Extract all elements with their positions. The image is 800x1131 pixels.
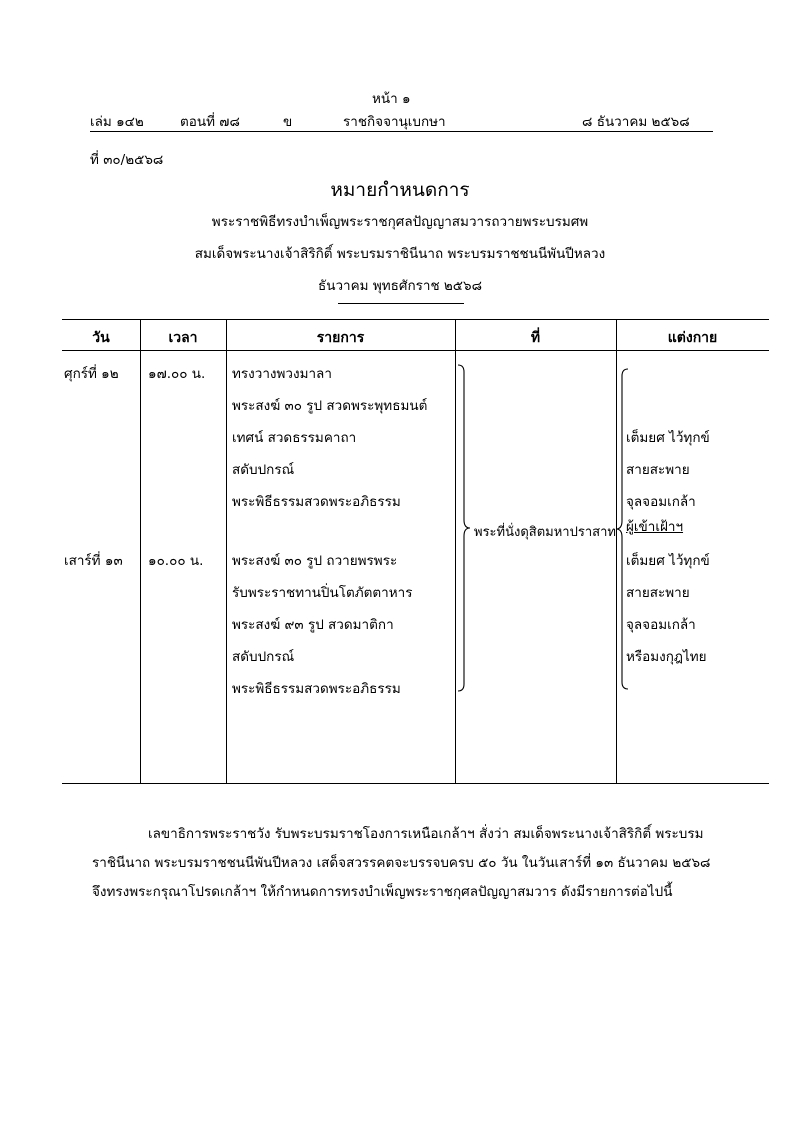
header-dress: แต่งกาย [667, 330, 718, 346]
dress-code: สายสะพาย [626, 462, 690, 478]
list-item: รับพระราชทานปิ่นโตภัตตาหาร [232, 585, 413, 601]
gazette-date: ๘ ธันวาคม ๒๕๖๘ [582, 114, 690, 130]
page-number: หน้า ๑ [372, 91, 411, 107]
table-top-border [62, 319, 769, 320]
gazette-volume: เล่ม ๑๔๒ [90, 114, 144, 130]
document-subtitle-3: ธันวาคม พุทธศักราช ๒๕๖๘ [317, 278, 483, 294]
list-item: ทรงวางพวงมาลา [232, 366, 332, 382]
dress-code: จุลจอมเกล้า [626, 617, 696, 633]
right-brace-icon [456, 364, 472, 692]
document-number: ที่ ๓๐/๒๕๖๘ [90, 152, 164, 168]
list-item: สดับปกรณ์ [232, 462, 295, 478]
header-place: ที่ [530, 330, 541, 346]
day-friday: ศุกร์ที่ ๑๒ [64, 366, 119, 382]
list-item: เทศน์ สวดธรรมคาถา [232, 430, 357, 446]
table-bottom-border [62, 783, 769, 784]
gazette-part: ข [283, 114, 293, 130]
time-saturday: ๑๐.๐๐ น. [148, 553, 204, 569]
gazette-section: ตอนที่ ๗๘ [180, 114, 240, 130]
header-time: เวลา [168, 330, 198, 346]
day-saturday: เสาร์ที่ ๑๓ [64, 553, 123, 569]
header-rule [90, 131, 713, 132]
place-name: พระที่นั่งดุสิตมหาปราสาท [474, 525, 616, 540]
header-items: รายการ [316, 330, 365, 346]
dress-code: สายสะพาย [626, 585, 690, 601]
dress-code: เต็มยศ ไว้ทุกข์ [626, 553, 710, 569]
gazette-name: ราชกิจจานุเบกษา [343, 114, 446, 130]
list-item: พระพิธีธรรมสวดพระอภิธรรม [232, 681, 401, 697]
document-title: หมายกำหนดการ [330, 179, 470, 201]
announcement-paragraph: เลขาธิการพระราชวัง รับพระบรมราชโองการเหนือเกล้าฯ สั่งว่า สมเด็จพระนางเจ้าสิริกิติ์ พระบรมราชินีนาถ พระบรมราชชนนีพันปีหลวง เสด็จสวรรคตจะบรรจบครบ ๕๐ วัน ในวันเสาร์ที่ ๑๓ ธันวาคม ๒๕๖๘ จึงทรงพระกรุณาโปรดเกล้าฯ ให้กำหนดการทรงบำเพ็ญพระราชกุศลปัญญาสมวาร ดังมีรายการต่อไปนี้ [92, 826, 711, 900]
list-item: พระสงฆ์ ๓๐ รูป ถวายพรพระ [232, 553, 398, 569]
document-subtitle-2: สมเด็จพระนางเจ้าสิริกิติ์ พระบรมราชินีนาถ พระบรมราชชนนีพันปีหลวง [194, 246, 606, 262]
list-item: พระสงฆ์ ๓๐ รูป สวดพระพุทธมนต์ [232, 398, 428, 414]
list-item: พระสงฆ์ ๙๓ รูป สวดมาติกา [232, 617, 394, 633]
title-divider [338, 303, 464, 304]
attendees-label: ผู้เข้าเฝ้าฯ [626, 519, 684, 535]
list-item: สดับปกรณ์ [232, 649, 295, 665]
dress-code: จุลจอมเกล้า [626, 494, 696, 510]
time-friday: ๑๗.๐๐ น. [148, 366, 206, 382]
column-divider-2 [226, 319, 227, 783]
column-divider-1 [140, 319, 141, 783]
list-item: พระพิธีธรรมสวดพระอภิธรรม [232, 494, 401, 510]
dress-code: หรือมงกุฎไทย [626, 649, 707, 665]
table-header-border [62, 350, 769, 351]
header-day: วัน [92, 330, 110, 346]
dress-code: เต็มยศ ไว้ทุกข์ [626, 430, 710, 446]
document-subtitle-1: พระราชพิธีทรงบำเพ็ญพระราชกุศลปัญญาสมวารถวายพระบรมศพ [211, 214, 589, 230]
